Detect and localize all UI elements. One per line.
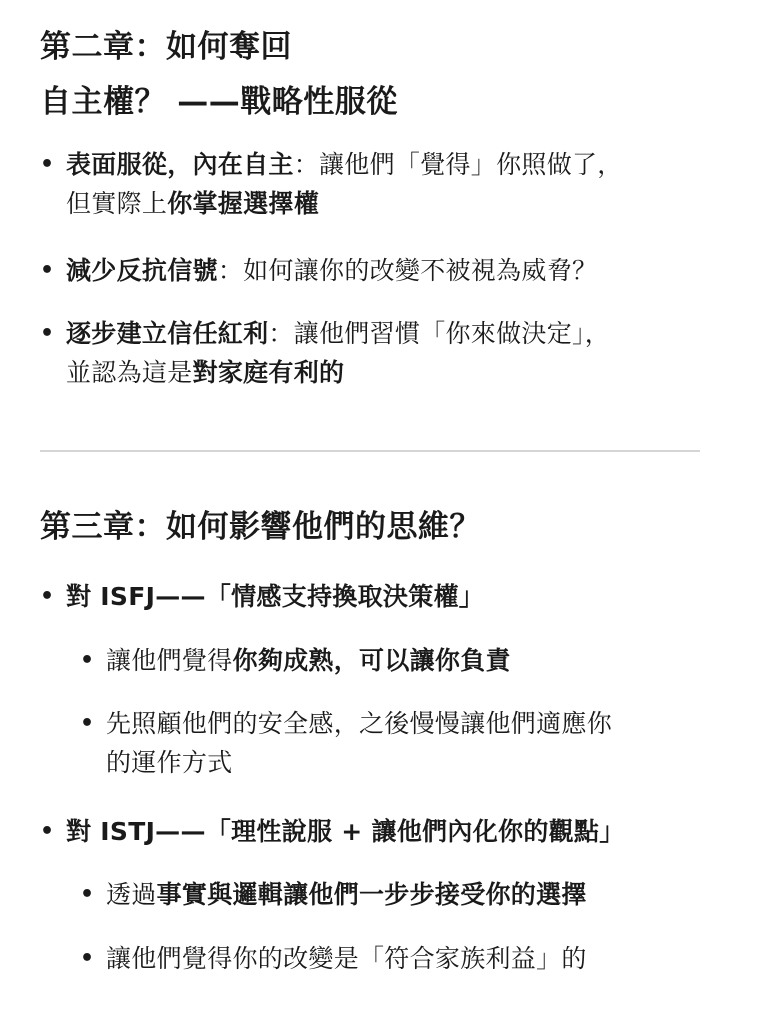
bullet-icon: • bbox=[40, 321, 55, 346]
item-bold-text: 你掌握選擇權 bbox=[167, 189, 320, 218]
item-text: 讓他們覺得你的改變是「符合家族利益」的 bbox=[106, 944, 587, 973]
chapter2-title-line2: 自主權？ ——戰略性服從 bbox=[40, 84, 398, 120]
item-text: 但實際上 bbox=[66, 189, 168, 218]
item-text: 透過 bbox=[106, 880, 157, 909]
item-text: ：讓他們「覺得」你照做了， bbox=[293, 150, 623, 179]
chapter2-title-line1: 第二章：如何奪回 bbox=[40, 29, 292, 65]
item-text: 讓他們覺得 bbox=[106, 646, 233, 675]
bullet-icon: • bbox=[40, 584, 55, 609]
item-bold-text: 對家庭有利的 bbox=[192, 358, 345, 387]
section-divider bbox=[40, 450, 700, 452]
item-text: 先照顧他們的安全感，之後慢慢讓他們適應你 bbox=[106, 709, 613, 738]
list-item bbox=[40, 251, 598, 290]
group-label: 對 ISTJ——「理性說服 + 讓他們內化你的觀點」 bbox=[66, 817, 625, 846]
sub-list-item bbox=[80, 939, 587, 978]
bullet-icon: • bbox=[40, 258, 55, 283]
list-item-isfj bbox=[40, 577, 485, 616]
chapter3-title: 第三章：如何影響他們的思維？ bbox=[40, 509, 481, 545]
list-item bbox=[40, 145, 623, 223]
item-text: 的運作方式 bbox=[106, 748, 233, 777]
bullet-icon: • bbox=[80, 882, 95, 907]
bullet-icon: • bbox=[80, 648, 95, 673]
bullet-icon: • bbox=[40, 152, 55, 177]
item-bold-text: 事實與邏輯讓他們一步步接受你的選擇 bbox=[156, 880, 587, 909]
list-item bbox=[40, 314, 611, 392]
item-bold-text: 逐步建立信任紅利 bbox=[66, 319, 269, 348]
sub-list-item bbox=[80, 704, 613, 782]
bullet-icon: • bbox=[80, 946, 95, 971]
sub-list-item bbox=[80, 875, 587, 914]
sub-list-item bbox=[80, 641, 511, 680]
item-bold-text: 減少反抗信號 bbox=[66, 256, 218, 285]
bullet-icon: • bbox=[40, 819, 55, 844]
item-text: ：如何讓你的改變不被視為威脅？ bbox=[217, 256, 598, 285]
item-text: ：讓他們習慣「你來做決定」， bbox=[268, 319, 611, 348]
list-item-istj bbox=[40, 812, 625, 851]
item-bold-text: 表面服從，內在自主 bbox=[66, 150, 294, 179]
bullet-icon: • bbox=[80, 711, 95, 736]
item-text: 並認為這是 bbox=[66, 358, 193, 387]
chapter3-heading bbox=[40, 500, 481, 555]
group-label: 對 ISFJ——「情感支持換取決策權」 bbox=[66, 582, 485, 611]
chapter2-heading bbox=[40, 20, 398, 130]
item-bold-text: 你夠成熟，可以讓你負責 bbox=[232, 646, 511, 675]
